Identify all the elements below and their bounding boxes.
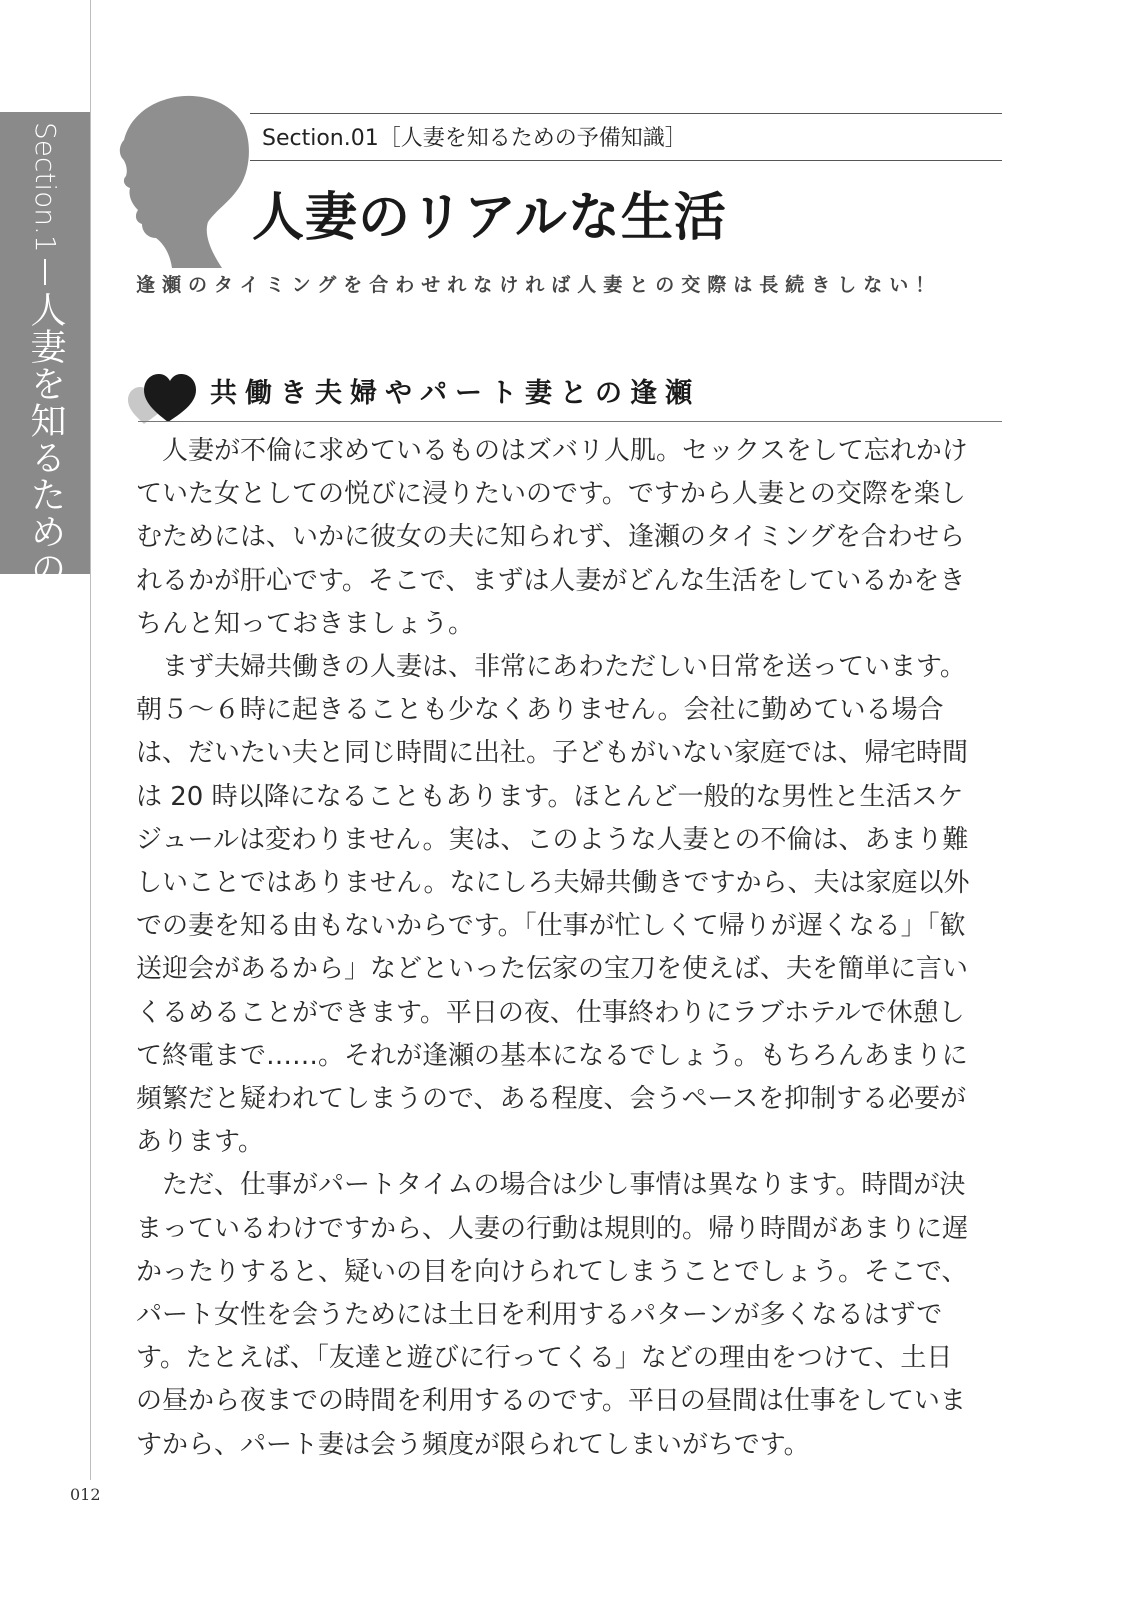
hearts-icon — [128, 372, 198, 428]
page-title: 人妻のリアルな生活 — [252, 188, 727, 248]
section-label: Section.01［人妻を知るための予備知識］ — [262, 126, 687, 151]
side-tab-section: Section.1 — [29, 122, 62, 253]
side-tab — [0, 112, 90, 735]
side-tab-divider — [44, 259, 46, 285]
paragraph: 人妻が不倫に求めているものはズバリ人肌。セックスをして忘れかけ ていた女としての悦びに浸りたいのです。ですから人妻との交際を楽し むためには、いかに彼女の夫に知られず、逢瀬のタイミングを合わせら れるかが肝心です。そこで、まずは人妻がどんな生活をしているかをき ちんと知っておきましょう。 — [136, 436, 968, 639]
page-number: 012 — [70, 1485, 101, 1504]
page-subtitle: 逢瀬のタイミングを合わせれなければ人妻との交際は長続きしない！ — [136, 274, 942, 296]
paragraph: ただ、仕事がパートタイムの場合は少し事情は異なります。時間が決 まっているわけですから、人妻の行動は規則的。帰り時間があまりに遅 かったりすると、疑いの目を向けられてしまうことでしょう。そこで、 パート女性を会うためには土日を利用するパターンが多くなるはずで す。たとえば、「友達と遊びに行ってくる」などの理由をつけて、土日 の昼から夜までの時間を利用するのです。平日の昼間は仕事をしていま すから、パート妻は会う頻度が限られてしまいがちです。 — [136, 1170, 969, 1460]
body-text — [136, 430, 1006, 1467]
heading-rule — [138, 421, 1002, 422]
header-rule-bottom — [250, 160, 1002, 161]
section-heading: 共働き夫婦やパート妻との逢瀬 — [210, 378, 700, 409]
side-tab-title: 人妻を知るための予備知識 — [25, 290, 66, 735]
header-rule-top — [250, 113, 1002, 114]
paragraph: まず夫婦共働きの人妻は、非常にあわただしい日常を送っています。 朝５～６時に起きることも少なくありません。会社に勤めている場合 は、だいたい夫と同じ時間に出社。子どもがいない家庭では、帰宅時間 は 20 時以降になることもあります。ほとんど一般的な男性と生活スケ ジュールは変わりません。実は、このような人妻との不倫は、あまり難 しいことではありません。なにしろ夫婦共働きですから、夫は家庭以外 での妻を知る由もないからです。「仕事が忙しくて帰りが遅くなる」「歓 送迎会があるから」などといった伝家の宝刀を使えば、夫を簡単に言い くるめることができます。平日の夜、仕事終わりにラブホテルで休憩し て終電まで……。それが逢瀬の基本になるでしょう。もちろんあまりに 頻繁だと疑われてしまうので、ある程度、会うペースを抑制する必要が あります。 — [136, 652, 970, 1158]
woman-silhouette-icon — [112, 92, 252, 272]
margin-rule — [90, 0, 91, 1480]
side-tab-text — [6, 122, 84, 735]
